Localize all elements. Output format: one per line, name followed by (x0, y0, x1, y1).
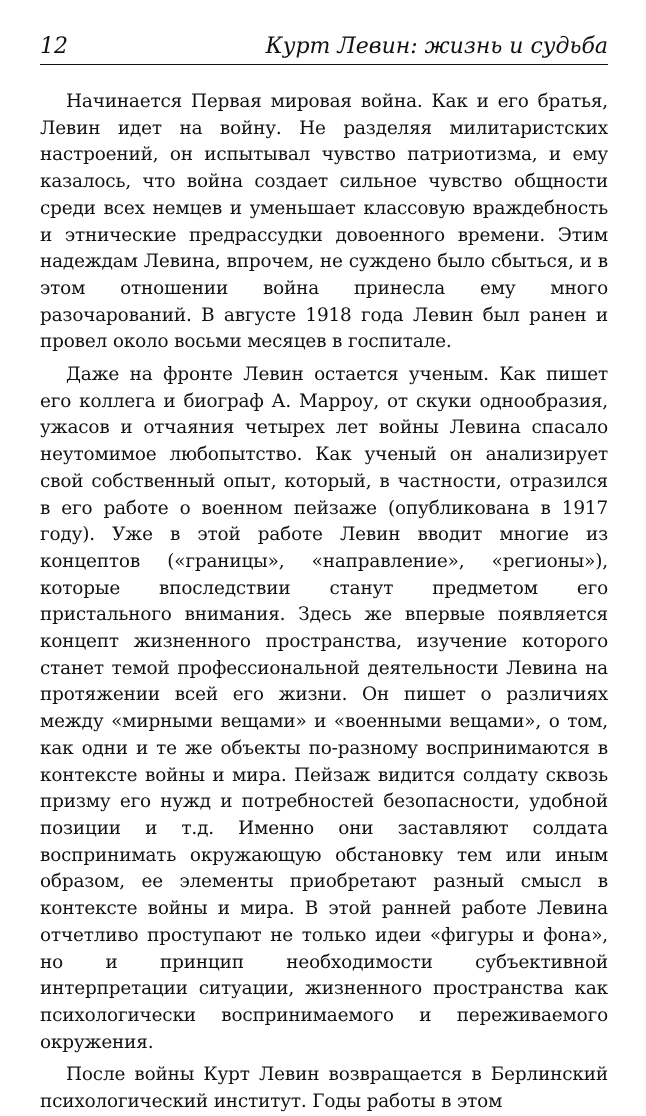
running-head (40, 32, 608, 65)
paragraph: После войны Курт Левин возвращается в Берлинский психологический институт. Годы работы в этом (40, 1064, 608, 1113)
body-text (40, 89, 608, 1116)
paragraph: Даже на фронте Левин остается ученым. Как пишет его коллега и биограф А. Марроу, от скуки однообразия, ужасов и отчаяния четырех лет войны Левина спасало неутомимое любопытство. Как ученый он анализирует свой собственный опыт, который, в частности, отразился в его работе о военном пейзаже (опубликована в 1917 году). Уже в этой работе Левин вводит многие из концептов («границы», «направление», «регионы»), которые впоследствии станут предметом его пристального внимания. Здесь же впервые появляется концепт жизненного пространства, изучение которого станет темой профессиональной деятельности Левина на протяжении всей его жизни. Он пишет о различиях между «мирными вещами» и «военными вещами», о том, как одни и те же объекты по-разному воспринимаются в контексте войны и мира. Пейзаж видится солдату сквозь призму его нужд и потребностей безопасности, удобной позиции и т.д. Именно они заставляют солдата воспринимать окружающую обстановку тем или иным образом, ее элементы приобретают разный смысл в контексте войны и мира. В этой ранней работе Левина отчетливо проступают не только идеи «фигуры и фона», но и принцип необходимости субъективной интерпретации ситуации, жизненного пространства как психологически воспринимаемого и переживаемого окружения. (40, 364, 608, 1053)
paragraph: Начинается Первая мировая война. Как и его братья, Левин идет на войну. Не разделяя милитаристских настроений, он испытывал чувство патриотизма, и ему казалось, что война создает сильное чувство общности среди всех немцев и уменьшает классовую враждебность и этнические предрассудки довоенного времени. Этим надеждам Левина, впрочем, не суждено было сбыться, и в этом отношении война принесла ему много разочарований. В августе 1918 года Левин был ранен и провел около восьми месяцев в госпитале. (40, 91, 608, 353)
page-number: 12 (40, 34, 68, 59)
running-title: Курт Левин: жизнь и судьба (265, 34, 608, 59)
book-page (40, 32, 608, 1116)
